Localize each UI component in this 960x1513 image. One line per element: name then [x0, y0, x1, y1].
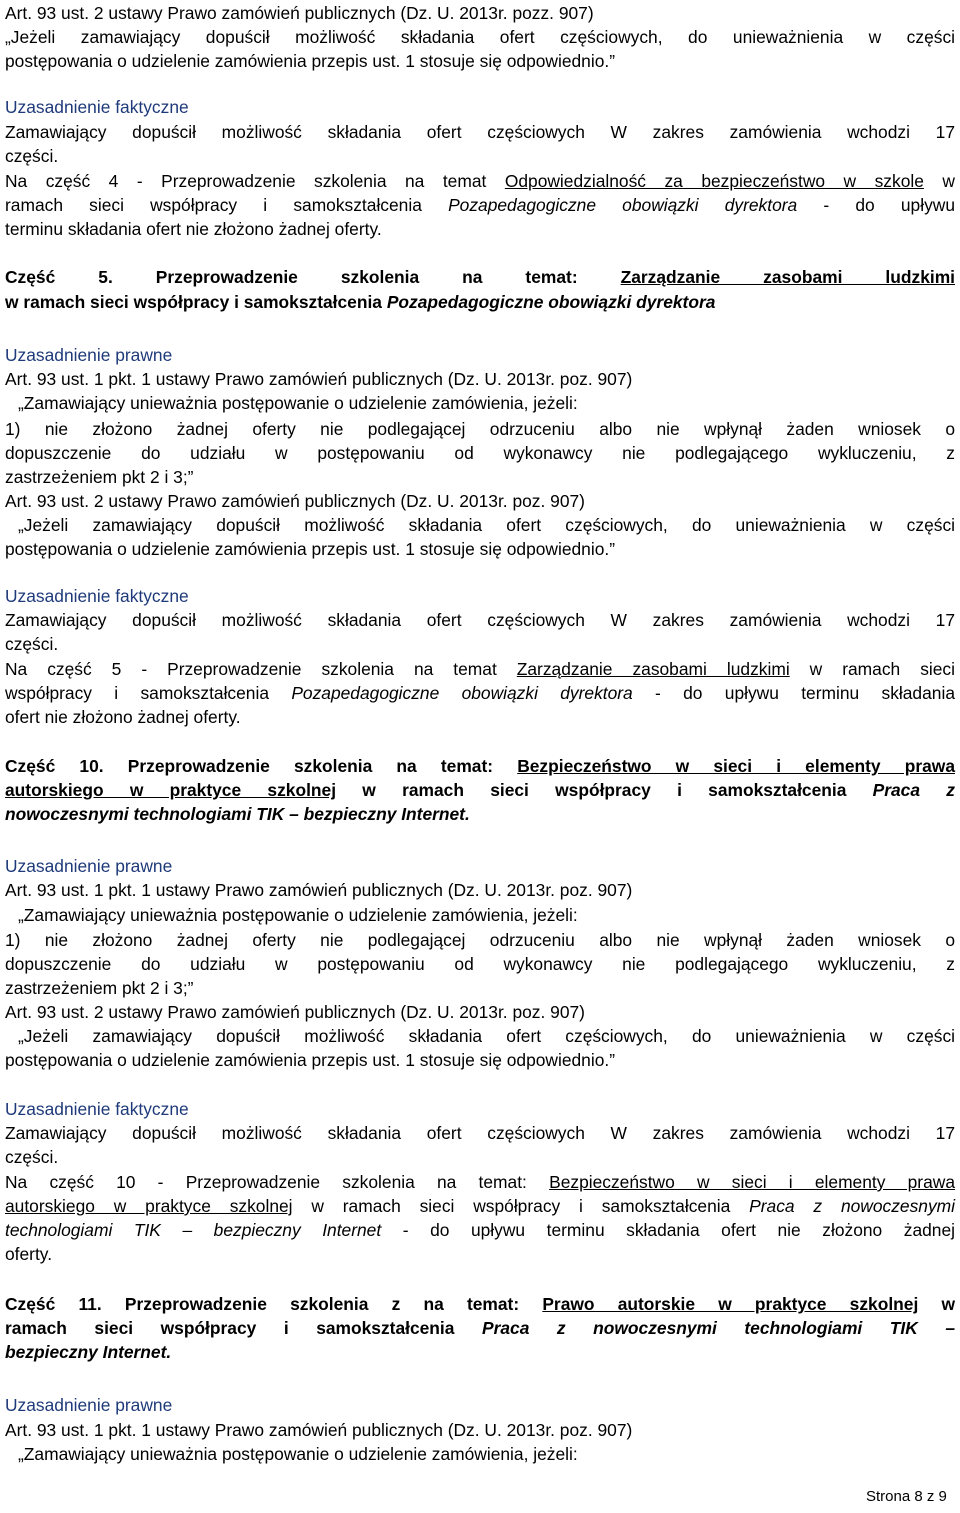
text-run: Na część 4 - Przeprowadzenie szkolenia na temat [5, 171, 505, 191]
legal-justification-heading: Uzasadnienie prawne [5, 1395, 173, 1415]
part-title [5, 1293, 955, 1315]
text-run: w ramach sieci [789, 659, 955, 679]
paragraph-line [5, 170, 955, 192]
factual-line: części. [5, 634, 59, 654]
program-name: Pozapedagogiczne obowiązki dyrektora [448, 195, 798, 215]
program-name: Praca z nowoczesnymi [749, 1196, 955, 1216]
paragraph-line [5, 1195, 955, 1217]
quote-line: dopuszczenie do udziału w postępowaniu od wykonawcy nie podlegającego wykluczeniu, z [5, 954, 955, 974]
text-run: - do upływu terminu składania ofert nie złożono żadnej [381, 1220, 955, 1240]
quote-line: 1) nie złożono żadnej oferty nie podlegającej odrzuceniu albo nie wpłynął żaden wniosek o [5, 419, 955, 439]
part-title [5, 266, 955, 288]
quote-line: „Zamawiający unieważnia postępowanie o udzielenie zamówienia, jeżeli: [18, 905, 578, 925]
text-run: Część 11. Przeprowadzenie szkolenia z na temat: [5, 1294, 543, 1314]
paragraph-line [5, 658, 955, 680]
program-name: Pozapedagogiczne obowiązki dyrektora [291, 683, 633, 703]
factual-line: Zamawiający dopuścił możliwość składania ofert częściowych W zakres zamówienia wchodzi 17 [5, 122, 955, 142]
factual-line: części. [5, 1147, 59, 1167]
paragraph-line [5, 682, 955, 704]
training-topic: Bezpieczeństwo w sieci i elementy prawa [517, 756, 955, 776]
paragraph-line: terminu składania ofert nie złożono żadnej oferty. [5, 219, 382, 239]
text-run: Na część 10 - Przeprowadzenie szkolenia na temat: [5, 1172, 550, 1192]
training-topic: autorskiego w praktyce szkolnej [5, 1196, 293, 1216]
text-run: w [918, 1294, 955, 1314]
quote-line: zastrzeżeniem pkt 2 i 3;” [5, 978, 194, 998]
text-run: Część 5. Przeprowadzenie szkolenia na temat: [5, 267, 621, 287]
paragraph-line [5, 1219, 955, 1241]
quote-line: „Jeżeli zamawiający dopuścił możliwość składania ofert częściowych, do unieważnienia w części [18, 515, 955, 535]
legal-basis-line: Art. 93 ust. 1 pkt. 1 ustawy Prawo zamówień publicznych (Dz. U. 2013r. poz. 907) [5, 369, 633, 389]
program-name: nowoczesnymi technologiami TIK – bezpieczny Internet. [5, 804, 470, 824]
factual-justification-heading: Uzasadnienie faktyczne [5, 586, 189, 606]
quote-line: „Jeżeli zamawiający dopuścił możliwość składania ofert częściowych, do unieważnienia w części [5, 27, 955, 47]
training-topic: autorskiego w praktyce szkolnej [5, 780, 337, 800]
text-run: w ramach sieci współpracy i samokształcenia [292, 1196, 750, 1216]
factual-justification-heading: Uzasadnienie faktyczne [5, 97, 189, 117]
training-topic: Odpowiedzialność za bezpieczeństwo w szkole [504, 171, 924, 191]
quote-line: „Zamawiający unieważnia postępowanie o udzielenie zamówienia, jeżeli: [18, 393, 578, 413]
legal-basis-line: Art. 93 ust. 2 ustawy Prawo zamówień publicznych (Dz. U. 2013r. poz. 907) [5, 1002, 585, 1022]
paragraph-line [5, 194, 955, 216]
page-number: Strona 8 z 9 [866, 1488, 947, 1505]
quote-line: 1) nie złożono żadnej oferty nie podlegającej odrzuceniu albo nie wpłynął żaden wniosek o [5, 930, 955, 950]
paragraph-line: oferty. [5, 1244, 53, 1264]
text-run: Część 10. Przeprowadzenie szkolenia na temat: [5, 756, 518, 776]
part-title-line [5, 291, 715, 313]
text-run: ramach sieci współpracy i samokształcenia [5, 195, 449, 215]
program-name: Praca z [872, 780, 955, 800]
program-name: bezpieczny Internet. [5, 1342, 172, 1362]
paragraph-line [5, 1171, 955, 1193]
part-title-line [5, 1317, 955, 1339]
program-name: Praca z nowoczesnymi technologiami TIK – [481, 1318, 955, 1338]
legal-basis-line: Art. 93 ust. 1 pkt. 1 ustawy Prawo zamówień publicznych (Dz. U. 2013r. poz. 907) [5, 880, 633, 900]
quote-line: „Zamawiający unieważnia postępowanie o udzielenie zamówienia, jeżeli: [18, 1444, 578, 1464]
factual-justification-heading: Uzasadnienie faktyczne [5, 1099, 189, 1119]
part-title [5, 755, 955, 777]
text-run: - do upływu terminu składania [632, 683, 955, 703]
training-topic: Zarządzanie zasobami ludzkimi [620, 267, 955, 287]
legal-justification-heading: Uzasadnienie prawne [5, 856, 173, 876]
quote-line: dopuszczenie do udziału w postępowaniu od wykonawcy nie podlegającego wykluczeniu, z [5, 443, 955, 463]
text-run: - do upływu [797, 195, 956, 215]
quote-line: postępowania o udzielenie zamówienia przepis ust. 1 stosuje się odpowiednio.” [5, 1050, 616, 1070]
text-run: współpracy i samokształcenia [5, 683, 292, 703]
quote-line: „Jeżeli zamawiający dopuścił możliwość składania ofert częściowych, do unieważnienia w części [18, 1026, 955, 1046]
factual-line: Zamawiający dopuścił możliwość składania ofert częściowych W zakres zamówienia wchodzi 17 [5, 1123, 955, 1143]
legal-justification-heading: Uzasadnienie prawne [5, 345, 173, 365]
legal-basis-line: Art. 93 ust. 1 pkt. 1 ustawy Prawo zamówień publicznych (Dz. U. 2013r. poz. 907) [5, 1420, 633, 1440]
factual-line: Zamawiający dopuścił możliwość składania ofert częściowych W zakres zamówienia wchodzi 17 [5, 610, 955, 630]
text-run: Na część 5 - Przeprowadzenie szkolenia na temat [5, 659, 517, 679]
legal-basis-line: Art. 93 ust. 2 ustawy Prawo zamówień publicznych (Dz. U. 2013r. poz. 907) [5, 491, 585, 511]
quote-line: zastrzeżeniem pkt 2 i 3;” [5, 467, 194, 487]
program-name: Pozapedagogiczne obowiązki dyrektora [386, 292, 716, 312]
text-run: w ramach sieci współpracy i samokształcenia [5, 292, 387, 312]
quote-line: postępowania o udzielenie zamówienia przepis ust. 1 stosuje się odpowiednio.” [5, 51, 616, 71]
text-run: w ramach sieci współpracy i samokształcenia [336, 780, 873, 800]
training-topic: Bezpieczeństwo w sieci i elementy prawa [549, 1172, 956, 1192]
paragraph-line: ofert nie złożono żadnej oferty. [5, 707, 241, 727]
factual-line: części. [5, 146, 59, 166]
part-title-line [5, 779, 955, 801]
training-topic: Zarządzanie zasobami ludzkimi [516, 659, 790, 679]
text-run: w [923, 171, 955, 191]
training-topic: Prawo autorskie w praktyce szkolnej [542, 1294, 919, 1314]
quote-line: postępowania o udzielenie zamówienia przepis ust. 1 stosuje się odpowiednio.” [5, 539, 616, 559]
program-name: technologiami TIK – bezpieczny Internet [5, 1220, 382, 1240]
legal-basis-line: Art. 93 ust. 2 ustawy Prawo zamówień publicznych (Dz. U. 2013r. pozz. 907) [5, 3, 594, 23]
text-run: ramach sieci współpracy i samokształcenia [5, 1318, 482, 1338]
